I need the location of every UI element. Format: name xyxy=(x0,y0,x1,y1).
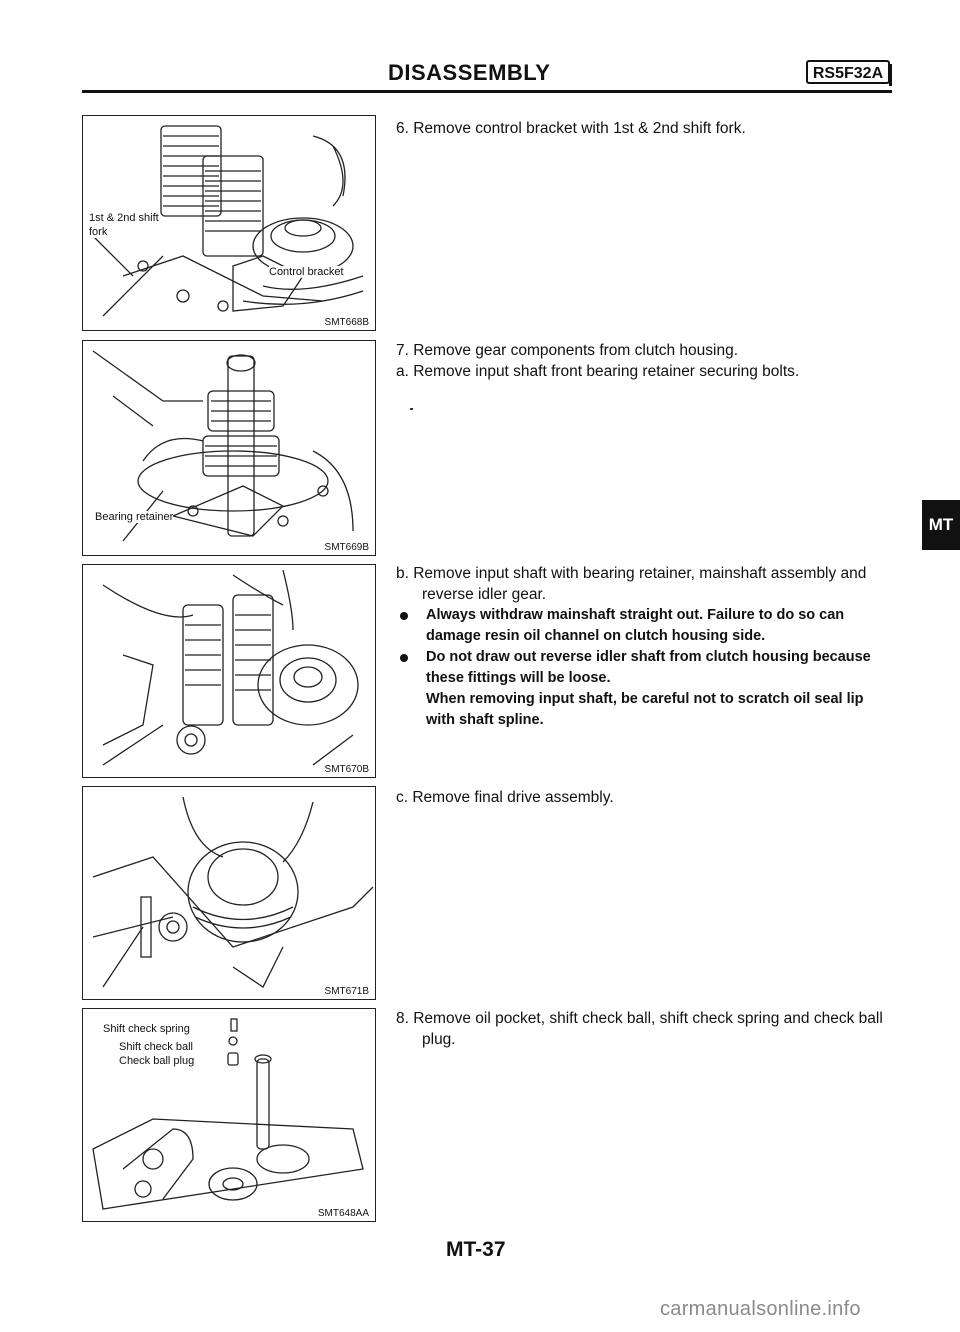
section-tab: MT xyxy=(922,500,960,550)
note-withdraw-mainshaft: Always withdraw mainshaft straight out. Failure to do so can damage resin oil channel on clutch housing side. xyxy=(426,607,845,644)
figure-mainshaft-removal-illustration xyxy=(83,565,376,778)
step-8: 8. Remove oil pocket, shift check ball, shift check spring and check ball plug. xyxy=(396,1010,883,1048)
step-7b-block xyxy=(396,563,896,731)
figure-label-shift-check-ball: Shift check ball xyxy=(119,1041,193,1053)
figure-code: SMT668B xyxy=(324,317,369,328)
figure-code: SMT669B xyxy=(324,542,369,553)
step-8-block xyxy=(396,1008,896,1050)
step-7-block xyxy=(396,340,896,382)
page-number: MT-37 xyxy=(446,1238,506,1261)
figure-mainshaft-removal xyxy=(82,564,376,778)
step-7c: c. Remove final drive assembly. xyxy=(396,789,614,806)
step-6: 6. Remove control bracket with 1st & 2nd shift fork. xyxy=(396,120,746,137)
bullet-dot xyxy=(400,654,408,662)
figure-code: SMT671B xyxy=(324,986,369,997)
note-input-shaft: When removing input shaft, be careful not to scratch oil seal lip with shaft spline. xyxy=(426,691,864,728)
figure-code: SMT648AA xyxy=(317,1208,369,1219)
step-7c-block xyxy=(396,787,896,808)
step-7b: b. Remove input shaft with bearing retainer, mainshaft assembly and reverse idler gear. xyxy=(396,565,867,603)
bullet-note-1 xyxy=(396,605,896,647)
figure-check-ball xyxy=(82,1008,376,1222)
figure-label-control-bracket: Control bracket xyxy=(269,266,344,278)
watermark: carmanualsonline.info xyxy=(660,1298,861,1320)
figure-label-shift-fork: 1st & 2nd shift xyxy=(89,212,159,224)
step-7: 7. Remove gear components from clutch housing. xyxy=(396,342,739,359)
figure-label-check-ball-plug: Check ball plug xyxy=(119,1055,195,1067)
step-6-block xyxy=(396,118,896,139)
figure-final-drive xyxy=(82,786,376,1000)
figure-bearing-retainer xyxy=(82,340,376,556)
header-rule xyxy=(82,90,892,93)
figure-final-drive-illustration xyxy=(83,787,376,1000)
model-badge: RS5F32A xyxy=(806,60,890,84)
note-reverse-idler: Do not draw out reverse idler shaft from clutch housing because these fittings will be loose. xyxy=(426,649,871,686)
bullet-dot xyxy=(400,612,408,620)
figure-bearing-retainer-illustration xyxy=(83,341,376,556)
figure-code: SMT670B xyxy=(324,764,369,775)
step-7a: a. Remove input shaft front bearing retainer securing bolts. xyxy=(396,363,800,380)
figure-label-bearing-retainer: Bearing retainer xyxy=(95,511,174,523)
page-title: DISASSEMBLY xyxy=(388,60,551,85)
figure-label-shift-check-spring: Shift check spring xyxy=(103,1023,190,1035)
figure-label-fork: fork xyxy=(89,226,108,238)
bullet-note-2 xyxy=(396,647,896,689)
note-3-row xyxy=(396,689,896,731)
stray-mark xyxy=(410,408,413,410)
figure-control-bracket xyxy=(82,115,376,331)
